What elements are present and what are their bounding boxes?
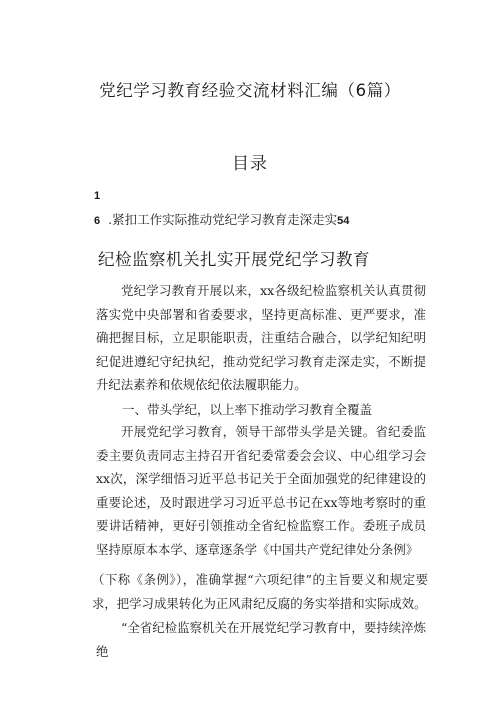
toc-entry-index: 6 — [94, 215, 101, 227]
paragraph-regulations: （下称《条例》），准确掌握“六项纪律”的主旨要义和规定要求，把学习成果转化为正风肃纪反腐的务实举措和实际成效。 — [92, 572, 428, 611]
document-title: 党纪学习教育经验交流材料汇编（6篇） — [99, 81, 401, 100]
toc-entry[interactable] — [94, 210, 349, 228]
toc-number: 1 — [94, 190, 101, 202]
section-heading: 纪检监察机关扎实开展党纪学习教育 — [98, 250, 370, 269]
toc-entry-text: .紧扣工作实际推动党纪学习教育走深走实 — [108, 212, 338, 227]
toc-heading: 目录 — [232, 154, 268, 174]
paragraph-quote: “全省纪检监察机关在开展党纪学习教育中，要持续淬炼绝 — [96, 620, 426, 659]
toc-entry-page: 54 — [337, 215, 350, 227]
paragraph-intro: 党纪学习教育开展以来，xx各级纪检监察机关认真贯彻落实党中央部署和省委要求，坚持更高标准、更严要求，准确把握目标，立足职能职责，注重结合融合，以学纪知纪明纪促进遵纪守纪执纪，推动党纪学习教育走深走实，不断提升纪法素养和依规依纪依法履职能力。 — [96, 283, 426, 393]
subheading-1: 一、带头学纪，以上率下推动学习教育全覆盖 — [122, 402, 373, 417]
paragraph-leadership: 开展党纪学习教育，领导干部带头学是关键。省纪委监委主要负责同志主持召开省纪委常委会会议、中心组学习会xx次，深学细悟习近平总书记关于全面加强党的纪律建设的重要论述，及时跟进学习习近平总书记在xx等地考察时的重要讲话精神，更好引领推动全省纪检监察工作。委班子成员坚持原原本本学、逐章逐条学《中国共产党纪律处分条例》 — [96, 424, 426, 557]
